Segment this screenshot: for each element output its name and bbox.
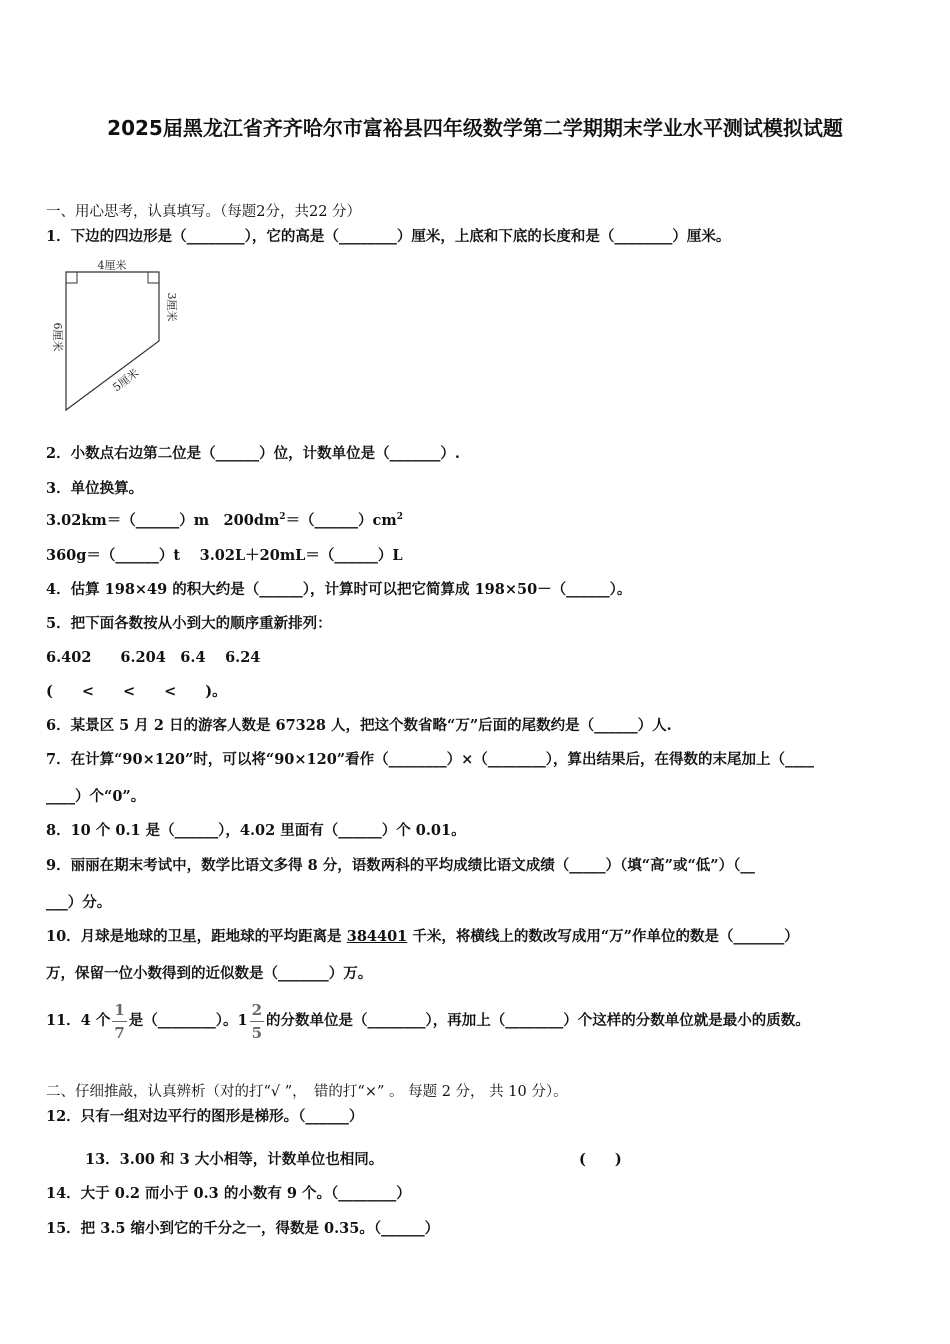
q10-part-a: 10．月球是地球的卫星，距地球的平均距离是 [46,928,347,945]
question-15: 15．把 3.5 缩小到它的千分之一，得数是 0.35。（______） [46,1220,440,1237]
question-5: 5．把下面各数按从小到大的顺序重新排列： [46,615,332,632]
q11-fraction-1-denominator: 7 [114,1023,125,1042]
question-4: 4．估算 198×49 的积大约是（______），计算时可以把它简算成 198×50－（______）。 [46,581,632,598]
question-9-line-1: 9．丽丽在期末考试中，数学比语文多得 8 分，语数两科的平均成绩比语文成绩（_____）（填“高”或“低”）（__ [46,857,755,874]
section2-heading: 二、仔细推敲，认真辨析（对的打“√ ”， 错的打“×” 。 每题 2 分， 共 10 分）。 [46,1084,568,1100]
question-10-line-1 [46,927,799,947]
q11-fraction-2-numerator: 2 [250,999,264,1022]
page-title: 2025届黑龙江省齐齐哈尔市富裕县四年级数学第二学期期末学业水平测试模拟试题 [107,116,843,140]
question-12: 12．只有一组对边平行的图形是梯形。（______） [46,1108,364,1125]
q11-part-c: 的分数单位是（________），再加上（________）个这样的分数单位就是最小的质数。 [266,1012,810,1029]
left-side-label: 6厘米 [51,322,64,352]
question-3: 3．单位换算。 [46,480,144,497]
q11-fraction-2-denominator: 5 [251,1023,263,1042]
q11-fraction-1-numerator: 1 [112,999,126,1022]
question-5-numbers: 6.402 6.204 6.4 6.24 [46,649,261,666]
q3-line1-part-b: ＝（______）cm [285,512,397,529]
question-11 [46,997,810,1045]
q10-part-b: 千米，将横线上的数改写成用“万”作单位的数是（_______） [407,928,799,945]
question-13: 13．3.00 和 3 大小相等，计数单位也相同。 [85,1151,384,1168]
slant-side-label: 5厘米 [110,366,142,395]
question-8: 8．10 个 0.1 是（______），4.02 里面有（______）个 0.01。 [46,822,466,839]
q3-line1-exponent-2: 2 [396,512,403,523]
quadrilateral-figure [40,255,200,420]
question-7-line-1: 7．在计算“90×120”时，可以将“90×120”看作（________）×（________），算出结果后，在得数的末尾加上（____ [46,751,815,768]
question-10-line-2: 万，保留一位小数得到的近似数是（_______）万。 [46,965,373,982]
question-1: 1．下边的四边形是（________），它的高是（________）厘米，上底和下底的长度和是（________）厘米。 [46,228,731,245]
question-9-line-2: ___）分。 [46,894,112,911]
right-angle-mark-left [66,272,77,283]
question-2: 2．小数点右边第二位是（______）位，计数单位是（_______）. [46,445,460,462]
question-6: 6．某景区 5 月 2 日的游客人数是 67328 人，把这个数省略“万”后面的尾数约是（______）人. [46,717,672,734]
question-5-order: ( < < < )。 [46,683,227,700]
top-side-label: 4厘米 [97,259,127,272]
section1-heading: 一、用心思考，认真填写。（每题2分，共22 分） [46,204,362,220]
trapezoid-shape [66,272,159,410]
question-14: 14．大于 0.2 而小于 0.3 的小数有 9 个。（________） [46,1185,411,1202]
right-angle-mark-right [148,272,159,283]
q11-part-b: 是（________）。1 [128,1012,248,1029]
right-side-label: 3厘米 [165,292,178,322]
question-3-line-1 [46,511,403,531]
q11-part-a: 11．4 个 [46,1012,111,1029]
question-7-line-2: ____）个“0”。 [46,788,146,805]
q11-fraction-1 [112,999,126,1044]
question-3-line-2: 360g＝（______）t 3.02L＋20mL＝（______）L [46,547,403,564]
question-13-answer-bracket: ( ) [579,1151,622,1168]
q3-line1-part-a: 3.02km＝（______）m 200dm [46,512,280,529]
q10-underlined-number: 384401 [346,928,408,945]
q3-line1-exponent: 2 [279,512,286,523]
q11-fraction-2 [250,999,264,1044]
